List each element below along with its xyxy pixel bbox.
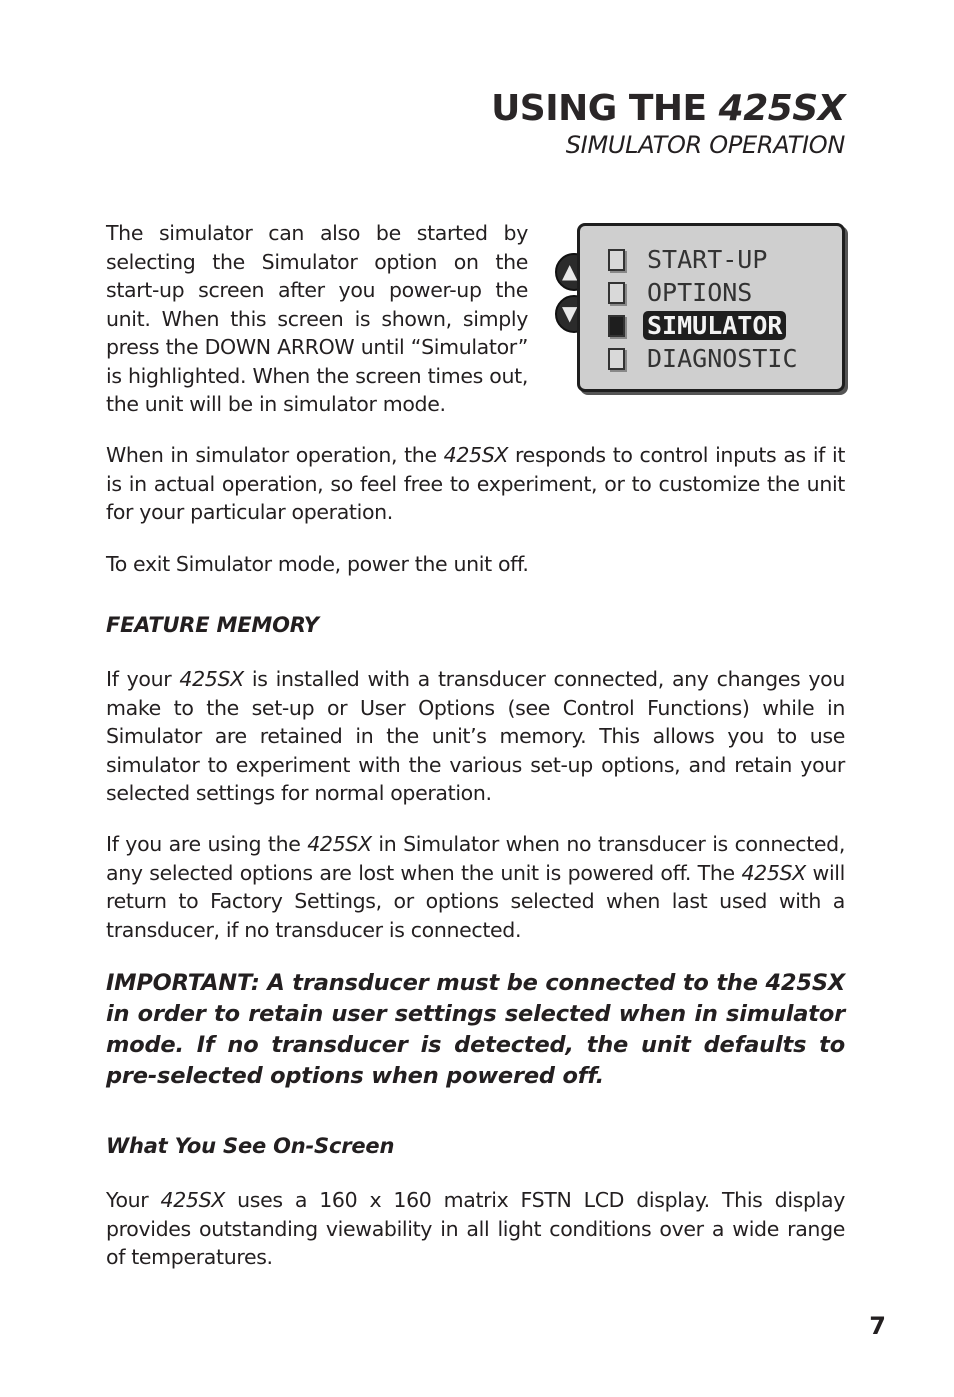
lcd-menu <box>608 243 802 375</box>
text: is installed with a transducer connected, any changes you make to the set-up or User Options (see Control Functions) while in Simulator are retained in the unit’s memory. This allows you to use simulator to experiment with the various set-up options, and retain your selected settings for normal operation. <box>106 667 846 805</box>
feature-memory-paragraph <box>106 665 845 808</box>
important-note: IMPORTANT: A transducer must be connected to the 425SX in order to retain user settings selected when in simulator mode. If no transducer is detected, the unit defaults to pre-selected options when powered off. <box>106 970 845 1089</box>
intro-paragraph: The simulator can also be started by selecting the Simulator option on the start-up screen after you power-up the unit. When this screen is shown, simply press the DOWN ARROW until “Simulator” is highlighted. When the screen times out, the unit will be in simulator mode. <box>106 221 528 416</box>
exit-paragraph: To exit Simulator mode, power the unit off. <box>106 552 529 576</box>
page-title <box>491 88 845 130</box>
lcd-menu-label: DIAGNOSTIC <box>647 344 798 373</box>
model-name: 425SX <box>160 1188 225 1212</box>
text: uses a 160 x 160 matrix FSTN LCD display. This display provides outstanding viewability in all light conditions over a wide range of temperatures. <box>106 1188 845 1269</box>
checkbox-icon <box>608 282 625 304</box>
page-header <box>491 88 845 160</box>
feature-memory-heading: FEATURE MEMORY <box>106 613 319 637</box>
title-model: 425SX <box>718 88 845 129</box>
lcd-menu-label: START-UP <box>647 245 768 274</box>
no-transducer-paragraph <box>106 830 845 944</box>
model-name: 425SX <box>179 667 244 691</box>
text: responds to control inputs as if it is in actual operation, so feel free to experiment, or to customize the unit for your particular operation. <box>106 443 846 524</box>
page-subtitle: SIMULATOR OPERATION <box>565 131 845 159</box>
lcd-menu-label-selected: SIMULATOR <box>643 311 786 340</box>
checkbox-icon <box>608 348 625 370</box>
down-arrow-icon: ▼ <box>555 295 593 333</box>
on-screen-heading: What You See On-Screen <box>106 1134 395 1158</box>
model-name: 425SX <box>741 860 806 885</box>
text: in Simulator when no transducer is connected, any selected options are lost when the unit is powered off. The <box>106 832 845 885</box>
up-arrow-icon: ▲ <box>555 253 593 291</box>
page-number: 7 <box>869 1312 886 1340</box>
lcd-menu-item <box>608 243 802 276</box>
checkbox-icon <box>608 249 625 271</box>
text: If you are using the <box>106 832 308 856</box>
title-prefix: USING THE <box>491 88 719 129</box>
lcd-menu-label: OPTIONS <box>647 278 753 307</box>
text: Your <box>106 1188 161 1212</box>
text: When in simulator operation, the <box>106 443 444 467</box>
model-name: 425SX <box>307 832 372 856</box>
checkbox-icon <box>608 315 625 337</box>
text: will return to Factory Settings, or options selected when last used with a transducer, if no transducer is connected. <box>106 860 845 942</box>
lcd-menu-item <box>608 309 802 342</box>
text: If your <box>106 667 180 691</box>
simulator-operation-paragraph <box>106 441 845 527</box>
lcd-menu-item <box>608 342 802 375</box>
model-name: 425SX <box>443 443 509 467</box>
lcd-menu-item <box>608 276 802 309</box>
display-paragraph <box>106 1186 845 1272</box>
